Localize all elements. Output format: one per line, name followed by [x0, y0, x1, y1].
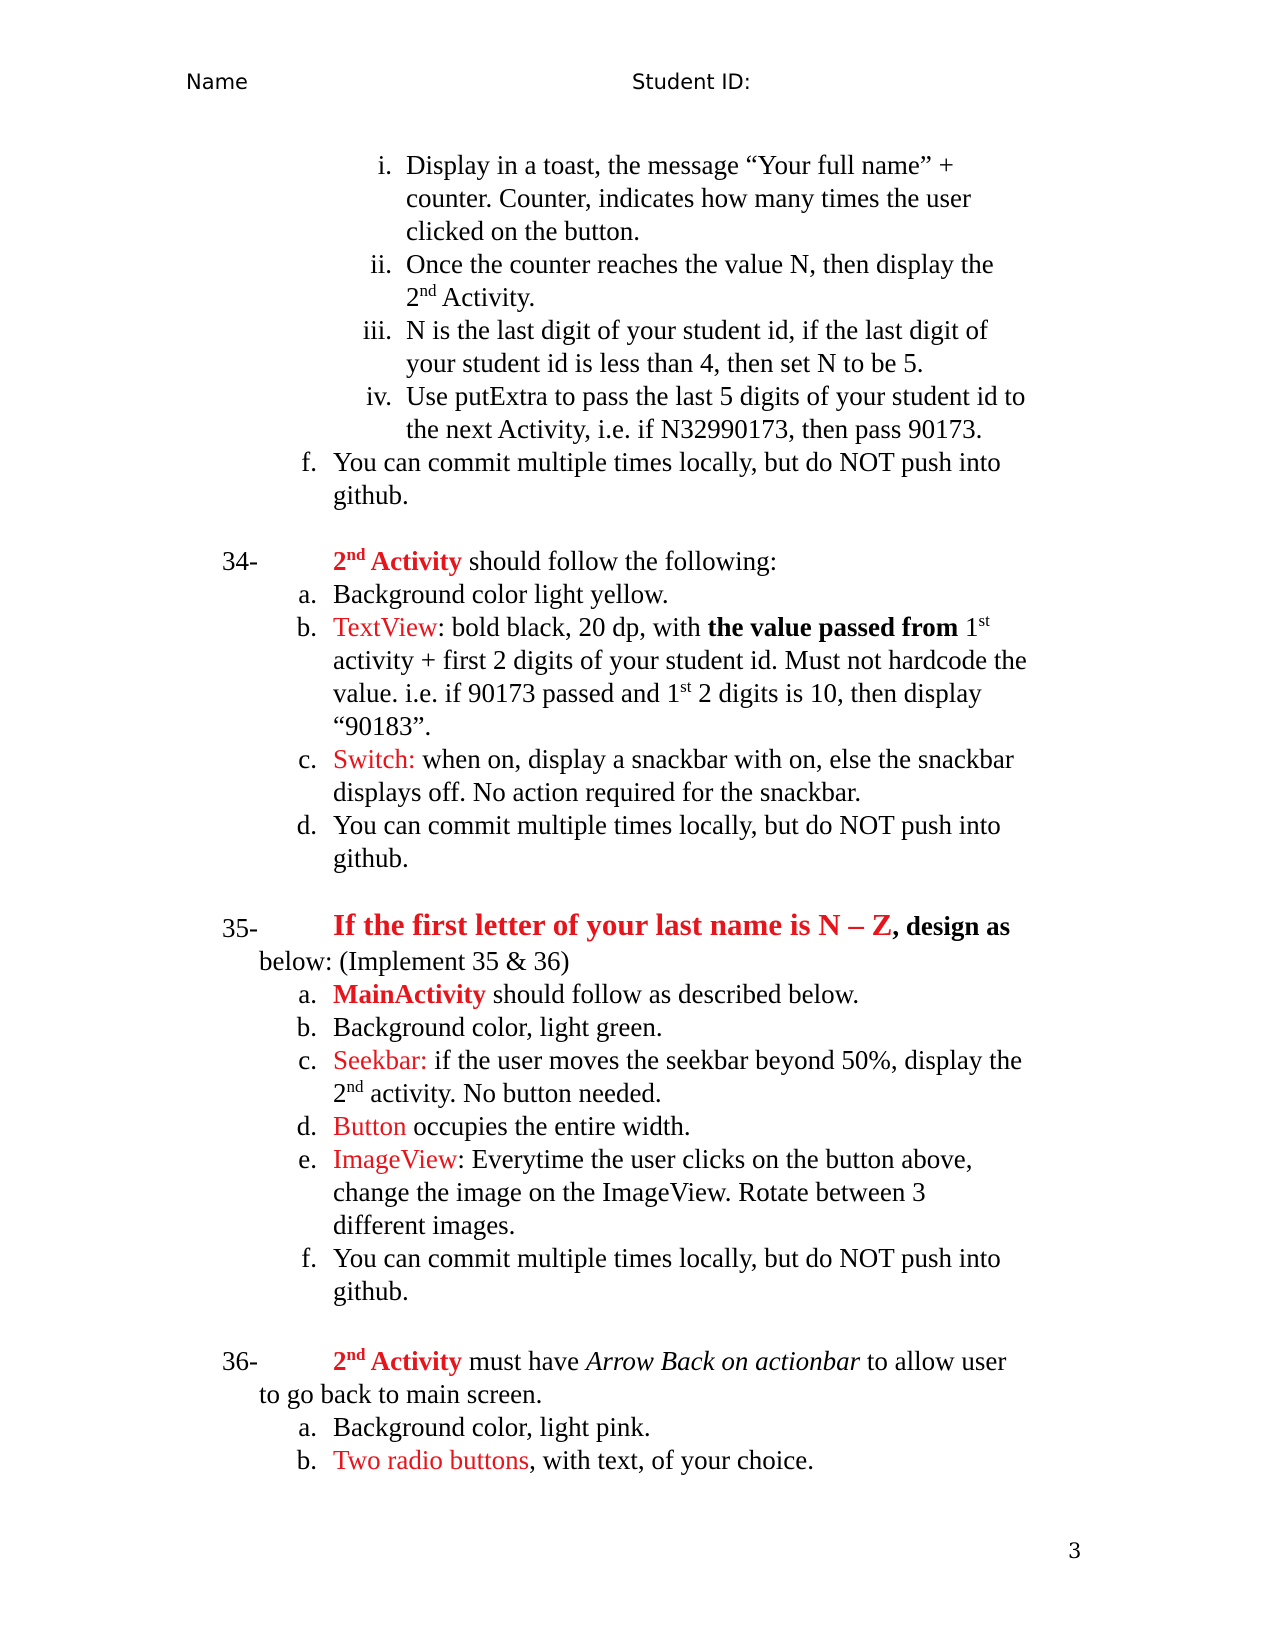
s35-e-marker: e. [298, 1144, 317, 1174]
section-34-heading [333, 545, 777, 578]
s35-b-line1: Background color, light green. [333, 1012, 663, 1042]
bold-phrase: the value passed from [707, 612, 959, 642]
s36-a-marker: a. [298, 1412, 317, 1442]
item-f-line2: github. [333, 480, 409, 510]
s34-b-line2: activity + first 2 digits of your student id. Must not hardcode the [333, 645, 1027, 675]
activity-keyword: 2nd Activity [333, 545, 463, 576]
seekbar-keyword: Seekbar: [333, 1045, 428, 1075]
item-iii-marker: iii. [362, 315, 392, 345]
button-keyword: Button [333, 1111, 407, 1141]
s34-b-line4: “90183”. [333, 711, 432, 741]
heading-comma: , design as [892, 911, 1011, 941]
s35-f-marker: f. [301, 1243, 317, 1273]
section-35-heading [333, 908, 1010, 943]
s36-b-marker: b. [296, 1445, 317, 1475]
s36-a-line1: Background color, light pink. [333, 1412, 651, 1442]
s35-e-line3: different images. [333, 1210, 516, 1240]
arrow-back-phrase: Arrow Back on actionbar [585, 1346, 861, 1376]
s34-b-line3: value. i.e. if 90173 passed and 1st 2 digits is 10, then display [333, 677, 982, 708]
imageview-keyword: ImageView [333, 1144, 458, 1174]
item-iv-line2: the next Activity, i.e. if N32990173, then pass 90173. [406, 414, 983, 444]
item-i-line2: counter. Counter, indicates how many times the user [406, 183, 972, 213]
activity-keyword: 2nd Activity [333, 1345, 463, 1376]
s35-d-line1: Button occupies the entire width. [333, 1111, 691, 1141]
s34-d-line2: github. [333, 843, 409, 873]
s34-c-marker: c. [298, 744, 317, 774]
mainactivity-keyword: MainActivity [333, 979, 486, 1009]
page-number: 3 [1068, 1539, 1082, 1563]
s35-f-line2: github. [333, 1276, 409, 1306]
ordinal-number: 2 [406, 282, 420, 312]
item-i-line1: Display in a toast, the message “Your full name” + [406, 150, 954, 180]
s34-d-marker: d. [296, 810, 317, 840]
s34-a-line1: Background color light yellow. [333, 579, 669, 609]
item-ii-marker: ii. [370, 249, 392, 279]
item-iv-line1: Use putExtra to pass the last 5 digits of your student id to [406, 381, 1026, 411]
name-label: Name [186, 70, 248, 94]
section-36-heading-line2: to go back to main screen. [259, 1379, 543, 1409]
item-i-marker: i. [377, 150, 392, 180]
item-f-line1: You can commit multiple times locally, but do NOT push into [333, 447, 1001, 477]
textview-keyword: TextView [333, 612, 438, 642]
s34-a-marker: a. [298, 579, 317, 609]
section-35-highlight: If the first letter of your last name is N – Z [333, 907, 893, 942]
item-ii-line2-text: Activity. [436, 282, 536, 312]
s35-f-line1: You can commit multiple times locally, but do NOT push into [333, 1243, 1001, 1273]
s35-c-line1: Seekbar: if the user moves the seekbar beyond 50%, display the [333, 1045, 1023, 1075]
s34-c-line1: Switch: when on, display a snackbar with on, else the snackbar [333, 744, 1014, 774]
item-ii-line2 [406, 281, 535, 314]
s35-e-line2: change the image on the ImageView. Rotate between 3 [333, 1177, 926, 1207]
s35-a-line1: MainActivity should follow as described below. [333, 979, 860, 1009]
radio-buttons-keyword: Two radio buttons [333, 1445, 530, 1475]
s35-b-marker: b. [296, 1012, 317, 1042]
switch-keyword: Switch: [333, 744, 416, 774]
s35-d-marker: d. [296, 1111, 317, 1141]
student-id-label: Student ID: [632, 70, 751, 94]
section-36-heading: 2nd Activity must have Arrow Back on actionbar to allow user [333, 1345, 1007, 1376]
item-f-marker: f. [301, 447, 317, 477]
item-iii-line1: N is the last digit of your student id, if the last digit of [406, 315, 988, 345]
item-i-line3: clicked on the button. [406, 216, 640, 246]
s34-d-line1: You can commit multiple times locally, but do NOT push into [333, 810, 1001, 840]
section-35-heading-line2: below: (Implement 35 & 36) [259, 946, 570, 976]
section-34-number: 34- [222, 546, 258, 576]
s35-c-marker: c. [298, 1045, 317, 1075]
item-ii-line1: Once the counter reaches the value N, then display the [406, 249, 994, 279]
s35-a-marker: a. [298, 979, 317, 1009]
item-iii-line2: your student id is less than 4, then set N to be 5. [406, 348, 924, 378]
s34-b-marker: b. [296, 612, 317, 642]
section-34-heading-text: should follow the following: [462, 546, 778, 576]
section-36-number: 36- [222, 1346, 258, 1376]
s34-b-line1: TextView: bold black, 20 dp, with the value passed from 1st [333, 611, 990, 642]
s36-b-line1: Two radio buttons, with text, of your choice. [333, 1445, 815, 1475]
s35-c-line2: 2nd activity. No button needed. [333, 1077, 662, 1108]
ordinal-suffix: nd [419, 281, 437, 300]
item-iv-marker: iv. [366, 381, 392, 411]
s34-c-line2: displays off. No action required for the snackbar. [333, 777, 862, 807]
section-35-number: 35- [222, 913, 258, 943]
s35-e-line1: ImageView: Everytime the user clicks on the button above, [333, 1144, 973, 1174]
